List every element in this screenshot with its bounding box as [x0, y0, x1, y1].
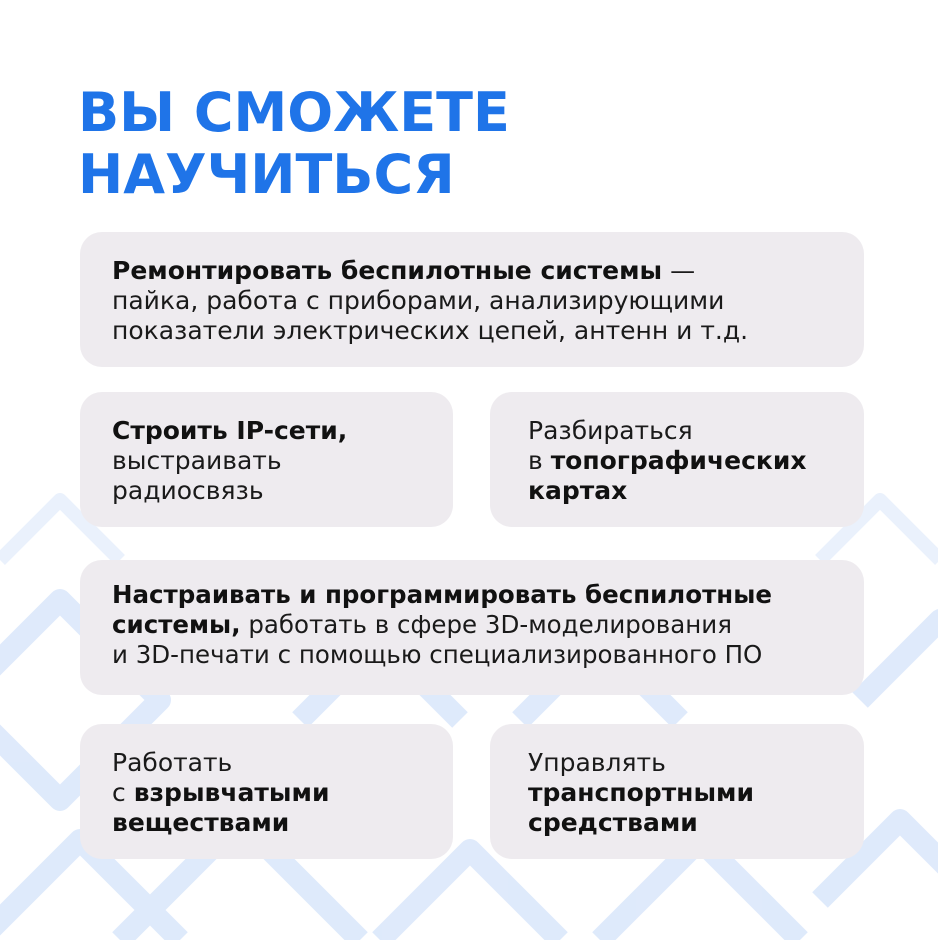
skill-card-explosives: [80, 724, 453, 859]
card-text: работать в сфере 3D-моделирования: [240, 610, 732, 639]
card-text: и 3D-печати с помощью специализированного ПО: [112, 640, 763, 669]
skill-card-vehicles: [490, 724, 864, 859]
card-line: [112, 256, 864, 286]
card-text: радиосвязь: [112, 476, 264, 505]
card-text: Управлять: [528, 748, 666, 777]
card-text: показатели электрических цепей, антенн и т.д.: [112, 316, 749, 345]
card-bold-text: веществами: [112, 808, 290, 837]
card-bold-text: транспортными: [528, 778, 755, 807]
card-text: в: [528, 446, 551, 475]
title-line-2: НАУЧИТЬСЯ: [78, 143, 455, 206]
card-bold-text: Строить IP-сети,: [112, 416, 348, 445]
card-text: с: [112, 778, 134, 807]
card-bold-text: топографических: [550, 446, 807, 475]
skill-card-networks: [80, 392, 453, 527]
skill-card-maps: [490, 392, 864, 527]
card-bold-text: картах: [528, 476, 628, 505]
skill-card-programming: [80, 560, 864, 695]
title-line-1: ВЫ СМОЖЕТЕ: [78, 81, 510, 144]
card-bold-text: Ремонтировать беспилотные системы: [112, 256, 663, 285]
card-text: Разбираться: [528, 416, 693, 445]
card-bold-text: Настраивать и программировать беспилотные: [112, 580, 772, 609]
card-bold-text: средствами: [528, 808, 698, 837]
page-title: [78, 82, 510, 206]
card-text: Работать: [112, 748, 233, 777]
card-text: выстраивать: [112, 446, 282, 475]
card-bold-text: системы,: [112, 610, 241, 639]
card-text: пайка, работа с приборами, анализирующими: [112, 286, 725, 315]
card-text: —: [662, 256, 696, 285]
card-bold-text: взрывчатыми: [133, 778, 330, 807]
skill-card-repair: [80, 232, 864, 367]
